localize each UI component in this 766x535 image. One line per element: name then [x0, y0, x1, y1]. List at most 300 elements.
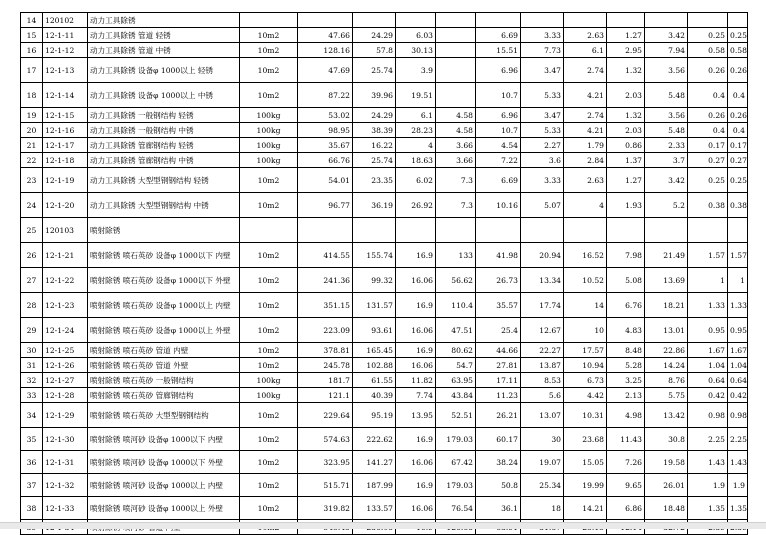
row-number: 32: [21, 373, 43, 388]
item-unit: 10m2: [240, 43, 298, 58]
value-cell: 0.4: [728, 123, 748, 138]
value-cell: 25.4: [476, 318, 521, 343]
value-cell: 54.7: [436, 358, 476, 373]
item-name: 动力工具除锈 设备φ 1000以上 轻锈: [88, 58, 240, 83]
value-cell: 38.24: [476, 451, 521, 474]
table-row: [21, 43, 748, 58]
value-cell: 1.27: [607, 168, 645, 193]
item-code: 12-1-22: [43, 268, 88, 293]
value-cell: 4.21: [564, 83, 607, 108]
value-cell: 1.9: [688, 474, 728, 497]
value-cell: 1.35: [688, 497, 728, 520]
item-code: 12-1-21: [43, 243, 88, 268]
value-cell: 0.27: [688, 153, 728, 168]
item-unit: 100kg: [240, 373, 298, 388]
value-cell: 7.3: [436, 168, 476, 193]
value-cell: 13.95: [396, 403, 436, 428]
value-cell: 6.96: [476, 58, 521, 83]
table-row: [21, 388, 748, 403]
value-cell: [728, 218, 748, 243]
table-row: [21, 108, 748, 123]
value-cell: 16.9: [396, 474, 436, 497]
item-name: 喷射除锈 喷石英砂 管道 内壁: [88, 343, 240, 358]
value-cell: 229.64: [298, 403, 353, 428]
table-row: [21, 138, 748, 153]
value-cell: [436, 43, 476, 58]
value-cell: 38.39: [353, 123, 396, 138]
value-cell: 1.35: [728, 497, 748, 520]
value-cell: 10: [564, 318, 607, 343]
item-name: 动力工具除锈 大型型钢钢结构 轻锈: [88, 168, 240, 193]
value-cell: 4.83: [607, 318, 645, 343]
value-cell: 179.03: [436, 428, 476, 451]
value-cell: 2.03: [607, 83, 645, 108]
value-cell: 16.9: [396, 243, 436, 268]
item-unit: 10m2: [240, 497, 298, 520]
value-cell: 3.66: [436, 153, 476, 168]
table-row: [21, 403, 748, 428]
value-cell: 0.64: [728, 373, 748, 388]
value-cell: 19.07: [521, 451, 564, 474]
value-cell: 3.42: [645, 168, 688, 193]
value-cell: 25.74: [353, 153, 396, 168]
item-code: 12-1-31: [43, 451, 88, 474]
value-cell: 26.01: [645, 474, 688, 497]
value-cell: 0.58: [688, 43, 728, 58]
value-cell: 0.17: [728, 138, 748, 153]
table-body: [21, 13, 748, 535]
value-cell: 10.7: [476, 123, 521, 138]
item-name: 喷射除锈 喷石英砂 管廊钢结构: [88, 388, 240, 403]
value-cell: 76.54: [436, 497, 476, 520]
value-cell: 57.8: [353, 43, 396, 58]
table-row: [21, 123, 748, 138]
table-row: [21, 28, 748, 43]
item-unit: 10m2: [240, 268, 298, 293]
value-cell: 63.95: [436, 373, 476, 388]
value-cell: 19.51: [396, 83, 436, 108]
value-cell: 10.94: [564, 358, 607, 373]
value-cell: [298, 13, 353, 28]
item-name: 动力工具除锈 设备φ 1000以上 中锈: [88, 83, 240, 108]
value-cell: 10.7: [476, 83, 521, 108]
value-cell: 133.57: [353, 497, 396, 520]
value-cell: 25.34: [521, 474, 564, 497]
value-cell: 56.62: [436, 268, 476, 293]
item-code: 12-1-11: [43, 28, 88, 43]
value-cell: 2.25: [688, 428, 728, 451]
value-cell: 16.06: [396, 451, 436, 474]
value-cell: 110.4: [436, 293, 476, 318]
value-cell: 1.04: [728, 358, 748, 373]
value-cell: 128.16: [298, 43, 353, 58]
value-cell: 131.57: [353, 293, 396, 318]
value-cell: 5.48: [645, 123, 688, 138]
item-unit: 100kg: [240, 108, 298, 123]
row-number: 30: [21, 343, 43, 358]
value-cell: 7.26: [607, 451, 645, 474]
row-number: 20: [21, 123, 43, 138]
value-cell: [607, 13, 645, 28]
table-row: [21, 474, 748, 497]
value-cell: 47.51: [436, 318, 476, 343]
value-cell: 10.31: [564, 403, 607, 428]
value-cell: [476, 13, 521, 28]
value-cell: 80.62: [436, 343, 476, 358]
value-cell: 1: [728, 268, 748, 293]
value-cell: 39.96: [353, 83, 396, 108]
value-cell: 35.67: [298, 138, 353, 153]
value-cell: 15.51: [476, 43, 521, 58]
value-cell: 18.21: [645, 293, 688, 318]
value-cell: 16.9: [396, 428, 436, 451]
value-cell: 7.98: [607, 243, 645, 268]
value-cell: [436, 83, 476, 108]
value-cell: 9.65: [607, 474, 645, 497]
value-cell: 99.32: [353, 268, 396, 293]
value-cell: 13.69: [645, 268, 688, 293]
value-cell: 0.26: [688, 108, 728, 123]
item-name: 喷射除锈 喷河砂 设备φ 1000以上 外壁: [88, 497, 240, 520]
value-cell: 3.42: [645, 28, 688, 43]
row-number: 36: [21, 451, 43, 474]
value-cell: 17.74: [521, 293, 564, 318]
value-cell: 30.13: [396, 43, 436, 58]
value-cell: 22.86: [645, 343, 688, 358]
value-cell: 1.33: [688, 293, 728, 318]
value-cell: 1: [688, 268, 728, 293]
row-number: 15: [21, 28, 43, 43]
value-cell: [396, 13, 436, 28]
value-cell: 2.63: [564, 28, 607, 43]
value-cell: [688, 218, 728, 243]
value-cell: 378.81: [298, 343, 353, 358]
item-code: 12-1-23: [43, 293, 88, 318]
value-cell: 179.03: [436, 474, 476, 497]
value-cell: [436, 28, 476, 43]
value-cell: 5.33: [521, 123, 564, 138]
value-cell: 16.06: [396, 497, 436, 520]
value-cell: 8.76: [645, 373, 688, 388]
value-cell: 26.73: [476, 268, 521, 293]
value-cell: 3.7: [645, 153, 688, 168]
value-cell: 18.48: [645, 497, 688, 520]
value-cell: 7.3: [436, 193, 476, 218]
value-cell: 3.6: [521, 153, 564, 168]
value-cell: 6.73: [564, 373, 607, 388]
value-cell: 13.34: [521, 268, 564, 293]
value-cell: 16.9: [396, 343, 436, 358]
row-number: 31: [21, 358, 43, 373]
value-cell: 1.32: [607, 108, 645, 123]
value-cell: 141.27: [353, 451, 396, 474]
item-code: 12-1-18: [43, 153, 88, 168]
value-cell: 4.42: [564, 388, 607, 403]
value-cell: 11.82: [396, 373, 436, 388]
value-cell: 3.56: [645, 58, 688, 83]
value-cell: 6.1: [396, 108, 436, 123]
row-number: 19: [21, 108, 43, 123]
table-row: [21, 293, 748, 318]
value-cell: 1.27: [607, 28, 645, 43]
value-cell: 0.42: [688, 388, 728, 403]
value-cell: 0.17: [688, 138, 728, 153]
value-cell: 16.06: [396, 268, 436, 293]
value-cell: 245.78: [298, 358, 353, 373]
value-cell: 6.76: [607, 293, 645, 318]
row-number: 16: [21, 43, 43, 58]
value-cell: 3.25: [607, 373, 645, 388]
value-cell: 187.99: [353, 474, 396, 497]
table-row: [21, 373, 748, 388]
value-cell: 36.1: [476, 497, 521, 520]
value-cell: 0.38: [688, 193, 728, 218]
item-name: 动力工具除锈 大型型钢钢结构 中锈: [88, 193, 240, 218]
value-cell: 351.15: [298, 293, 353, 318]
item-unit: 100kg: [240, 138, 298, 153]
value-cell: 24.29: [353, 108, 396, 123]
item-unit: [240, 218, 298, 243]
value-cell: 6.96: [476, 108, 521, 123]
value-cell: 8.48: [607, 343, 645, 358]
value-cell: 30.8: [645, 428, 688, 451]
value-cell: 21.49: [645, 243, 688, 268]
value-cell: 3.33: [521, 28, 564, 43]
value-cell: 30: [521, 428, 564, 451]
value-cell: 1.04: [688, 358, 728, 373]
item-unit: 100kg: [240, 388, 298, 403]
value-cell: 5.6: [521, 388, 564, 403]
table-row: [21, 13, 748, 28]
value-cell: 1.9: [728, 474, 748, 497]
value-cell: [645, 13, 688, 28]
value-cell: 14: [564, 293, 607, 318]
value-cell: 319.82: [298, 497, 353, 520]
value-cell: 93.61: [353, 318, 396, 343]
value-cell: 6.1: [564, 43, 607, 58]
value-cell: [436, 218, 476, 243]
item-code: 12-1-16: [43, 123, 88, 138]
value-cell: 14.24: [645, 358, 688, 373]
value-cell: 5.75: [645, 388, 688, 403]
value-cell: 0.98: [728, 403, 748, 428]
value-cell: 1.37: [607, 153, 645, 168]
item-name: 动力工具除锈 管廊钢结构 中锈: [88, 153, 240, 168]
value-cell: 13.42: [645, 403, 688, 428]
value-cell: 44.66: [476, 343, 521, 358]
item-name: 喷射除锈 喷石英砂 设备φ 1000以上 内壁: [88, 293, 240, 318]
value-cell: [476, 218, 521, 243]
row-number: 38: [21, 497, 43, 520]
value-cell: 8.53: [521, 373, 564, 388]
value-cell: 3.33: [521, 168, 564, 193]
value-cell: 7.74: [396, 388, 436, 403]
value-cell: 515.71: [298, 474, 353, 497]
row-number: 24: [21, 193, 43, 218]
value-cell: 1.79: [564, 138, 607, 153]
value-cell: 6.69: [476, 28, 521, 43]
value-cell: 17.57: [564, 343, 607, 358]
value-cell: [353, 218, 396, 243]
value-cell: 11.43: [607, 428, 645, 451]
value-cell: 22.27: [521, 343, 564, 358]
value-cell: [353, 13, 396, 28]
value-cell: 3.66: [436, 138, 476, 153]
value-cell: 323.95: [298, 451, 353, 474]
row-number: 25: [21, 218, 43, 243]
table-row: [21, 193, 748, 218]
value-cell: 19.58: [645, 451, 688, 474]
value-cell: 574.63: [298, 428, 353, 451]
row-number: 17: [21, 58, 43, 83]
value-cell: 6.69: [476, 168, 521, 193]
value-cell: 155.74: [353, 243, 396, 268]
value-cell: 4: [396, 138, 436, 153]
item-code: 12-1-19: [43, 168, 88, 193]
item-code: 12-1-27: [43, 373, 88, 388]
table-row: [21, 343, 748, 358]
value-cell: 47.66: [298, 28, 353, 43]
value-cell: 43.84: [436, 388, 476, 403]
item-unit: 10m2: [240, 428, 298, 451]
item-unit: 10m2: [240, 358, 298, 373]
value-cell: 16.9: [396, 293, 436, 318]
value-cell: 5.33: [521, 83, 564, 108]
table-row: [21, 243, 748, 268]
value-cell: 2.95: [607, 43, 645, 58]
value-cell: 4.58: [436, 108, 476, 123]
value-cell: 50.8: [476, 474, 521, 497]
value-cell: 18.63: [396, 153, 436, 168]
value-cell: 16.52: [564, 243, 607, 268]
value-cell: 13.87: [521, 358, 564, 373]
value-cell: 53.02: [298, 108, 353, 123]
item-name: 喷射除锈 喷河砂 设备φ 1000以下 内壁: [88, 428, 240, 451]
table-row: [21, 451, 748, 474]
value-cell: 20.94: [521, 243, 564, 268]
item-unit: 10m2: [240, 403, 298, 428]
value-cell: 1.67: [688, 343, 728, 358]
value-cell: 41.98: [476, 243, 521, 268]
value-cell: 2.74: [564, 108, 607, 123]
value-cell: 0.38: [728, 193, 748, 218]
row-number: 14: [21, 13, 43, 28]
item-unit: 10m2: [240, 343, 298, 358]
item-unit: 10m2: [240, 243, 298, 268]
item-name: 动力工具除锈 管廊钢结构 轻锈: [88, 138, 240, 153]
item-unit: 10m2: [240, 193, 298, 218]
item-unit: 10m2: [240, 28, 298, 43]
row-number: 22: [21, 153, 43, 168]
value-cell: 0.25: [688, 28, 728, 43]
value-cell: 1.57: [688, 243, 728, 268]
value-cell: 98.95: [298, 123, 353, 138]
value-cell: 133: [436, 243, 476, 268]
value-cell: 181.7: [298, 373, 353, 388]
item-code: 12-1-33: [43, 497, 88, 520]
row-number: 37: [21, 474, 43, 497]
table-row: [21, 218, 748, 243]
value-cell: 3.56: [645, 108, 688, 123]
value-cell: 40.39: [353, 388, 396, 403]
value-cell: [645, 218, 688, 243]
item-unit: 10m2: [240, 168, 298, 193]
value-cell: 1.57: [728, 243, 748, 268]
table-row: [21, 358, 748, 373]
table-row: [21, 428, 748, 451]
row-number: 26: [21, 243, 43, 268]
table-row: [21, 83, 748, 108]
value-cell: 95.19: [353, 403, 396, 428]
item-code: 12-1-12: [43, 43, 88, 58]
value-cell: 54.01: [298, 168, 353, 193]
value-cell: 0.98: [688, 403, 728, 428]
value-cell: 52.51: [436, 403, 476, 428]
item-name: 喷射除锈 喷石英砂 大型型钢钢结构: [88, 403, 240, 428]
value-cell: 0.42: [728, 388, 748, 403]
value-cell: 2.27: [521, 138, 564, 153]
value-cell: 2.03: [607, 123, 645, 138]
row-number: 18: [21, 83, 43, 108]
value-cell: 223.09: [298, 318, 353, 343]
value-cell: 1.67: [728, 343, 748, 358]
value-cell: [521, 13, 564, 28]
value-cell: [688, 13, 728, 28]
value-cell: 0.27: [728, 153, 748, 168]
value-cell: 23.35: [353, 168, 396, 193]
value-cell: [436, 13, 476, 28]
item-name: 动力工具除锈 管道 轻锈: [88, 28, 240, 43]
item-code: 12-1-29: [43, 403, 88, 428]
value-cell: 4.54: [476, 138, 521, 153]
table-row: [21, 318, 748, 343]
value-cell: 87.22: [298, 83, 353, 108]
value-cell: 2.33: [645, 138, 688, 153]
value-cell: [564, 13, 607, 28]
value-cell: 35.57: [476, 293, 521, 318]
item-name: 喷射除锈 喷石英砂 一般钢结构: [88, 373, 240, 388]
value-cell: 27.81: [476, 358, 521, 373]
item-name: 喷射除锈 喷石英砂 设备φ 1000以下 外壁: [88, 268, 240, 293]
table-row: [21, 153, 748, 168]
item-code: 12-1-15: [43, 108, 88, 123]
table-row: [21, 268, 748, 293]
item-name: 喷射除锈 喷石英砂 设备φ 1000以上 外壁: [88, 318, 240, 343]
value-cell: 11.23: [476, 388, 521, 403]
value-cell: 23.68: [564, 428, 607, 451]
item-code: 12-1-13: [43, 58, 88, 83]
item-unit: 10m2: [240, 318, 298, 343]
value-cell: 15.05: [564, 451, 607, 474]
value-cell: [607, 218, 645, 243]
row-number: 27: [21, 268, 43, 293]
value-cell: 0.95: [688, 318, 728, 343]
value-cell: 2.84: [564, 153, 607, 168]
value-cell: 96.77: [298, 193, 353, 218]
value-cell: 7.22: [476, 153, 521, 168]
value-cell: 0.25: [728, 28, 748, 43]
value-cell: 10.52: [564, 268, 607, 293]
item-code: 12-1-30: [43, 428, 88, 451]
value-cell: 25.74: [353, 58, 396, 83]
item-code: 120103: [43, 218, 88, 243]
item-unit: 10m2: [240, 58, 298, 83]
item-unit: 10m2: [240, 293, 298, 318]
value-cell: [436, 58, 476, 83]
table-row: [21, 168, 748, 193]
value-cell: 6.86: [607, 497, 645, 520]
value-cell: 67.42: [436, 451, 476, 474]
